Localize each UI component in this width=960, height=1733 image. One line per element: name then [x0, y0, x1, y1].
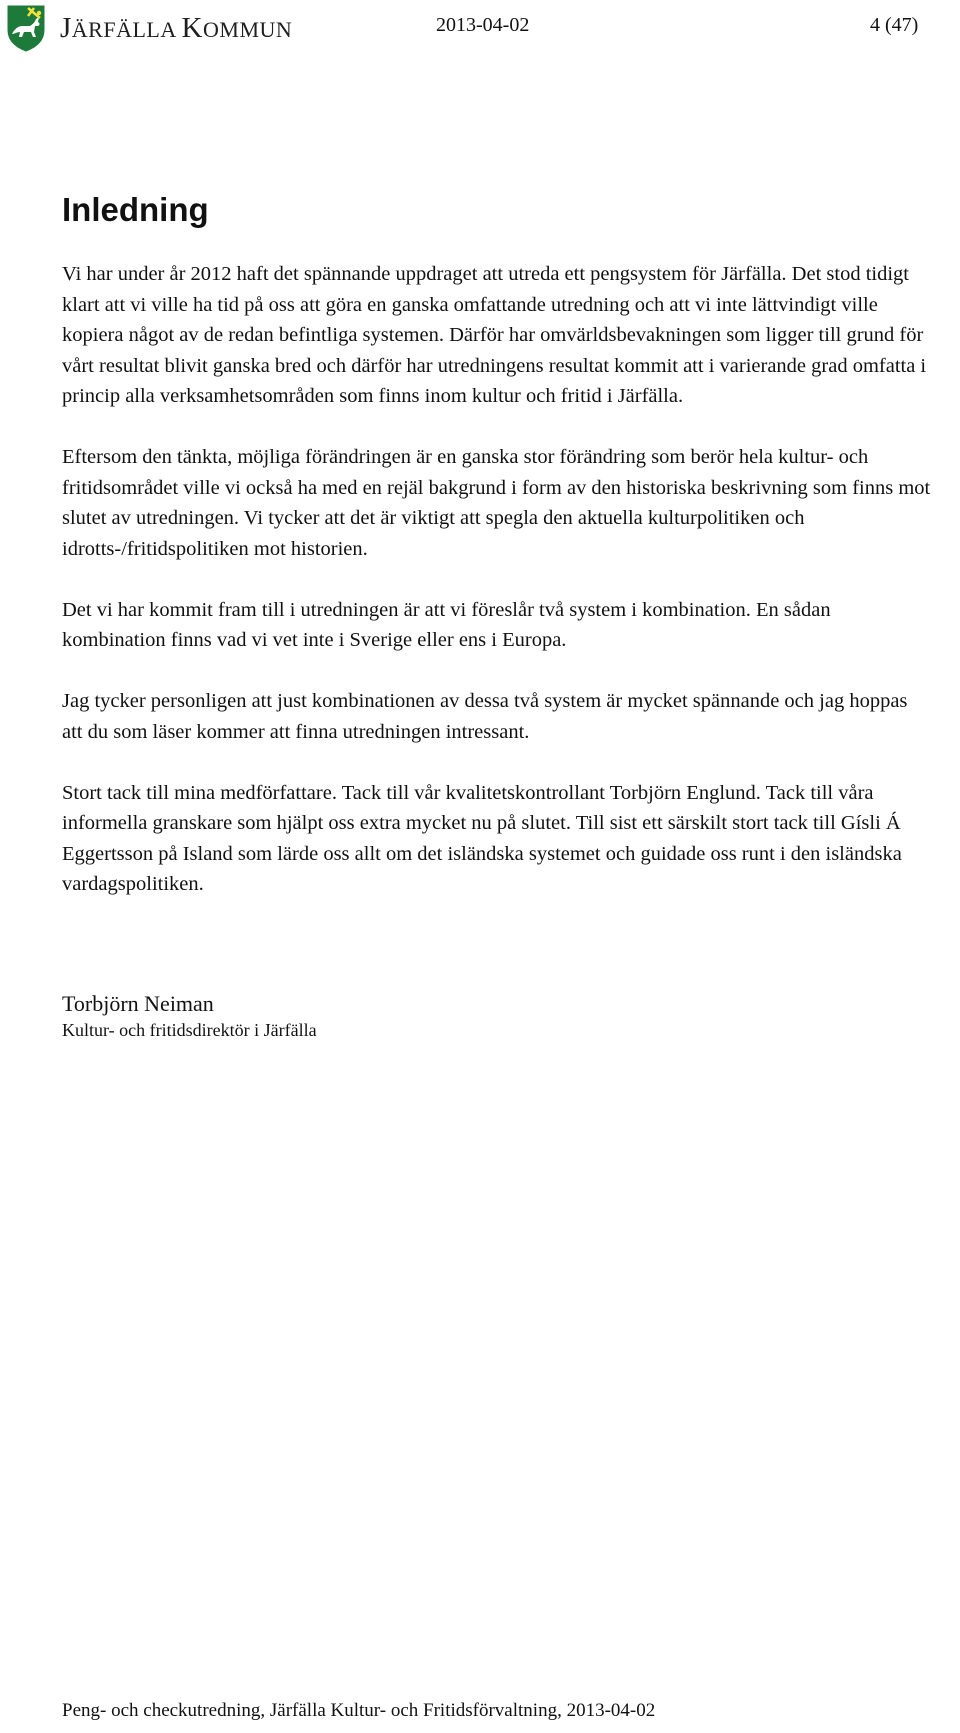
page-header	[0, 0, 960, 60]
signature-role: Kultur- och fritidsdirektör i Järfälla	[62, 1020, 317, 1040]
header-date: 2013-04-02	[436, 14, 530, 36]
signature-block	[62, 990, 317, 1042]
section-title: Inledning	[62, 191, 209, 228]
paragraph-background: Eftersom den tänkta, möjliga förändringen är en ganska stor förändring som berör hela kultur- och fritidsområdet ville vi också ha med en rejäl bakgrund i form av den historiska beskrivning som finns mot slutet av utredningen. Vi tycker att det är viktigt att spegla den aktuella kulturpolitiken och idrotts-/fritidspolitiken mot historien.	[62, 446, 931, 560]
organization-name: JÄRFÄLLA KOMMUN	[60, 12, 293, 44]
document-body	[62, 259, 932, 930]
paragraph-thanks: Stort tack till mina medförfattare. Tack till vår kvalitetskontrollant Torbjörn Englund. Tack till våra informella granskare som hjälpt oss extra mycket nu på slutet. Till sist ett särskilt stort tack till Gísli Á Eggertsson på Island som lärde oss allt om det isländska systemet och guidade oss runt i den isländska vardagspolitiken.	[62, 781, 902, 895]
paragraph-personal: Jag tycker personligen att just kombinationen av dessa två system är mycket spännande och jag hoppas att du som läser kommer att finna utredningen intressant.	[62, 690, 908, 743]
page-number: 4 (47)	[870, 14, 919, 36]
paragraph-intro: Vi har under år 2012 haft det spännande uppdraget att utreda ett pengsystem för Järfälla. Det stod tidigt klart att vi ville ha tid på oss att göra en ganska omfattande utredning och att vi inte lättvindigt ville kopiera något av de redan befintliga systemen. Därför har omvärldsbevakningen som ligger till grund för vårt resultat blivit ganska bred och därför har utredningens resultat kommit att i varierande grad omfatta i princip alla verksamhetsområden som finns inom kultur och fritid i Järfälla.	[62, 263, 927, 407]
coat-of-arms-icon	[6, 4, 46, 52]
paragraph-proposal: Det vi har kommit fram till i utredningen är att vi föreslår två system i kombination. En sådan kombination finns vad vi vet inte i Sverige eller ens i Europa.	[62, 598, 831, 651]
signature-name: Torbjörn Neiman	[62, 991, 214, 1016]
page-footer: Peng- och checkutredning, Järfälla Kultur- och Fritidsförvaltning, 2013-04-02	[62, 1700, 656, 1721]
